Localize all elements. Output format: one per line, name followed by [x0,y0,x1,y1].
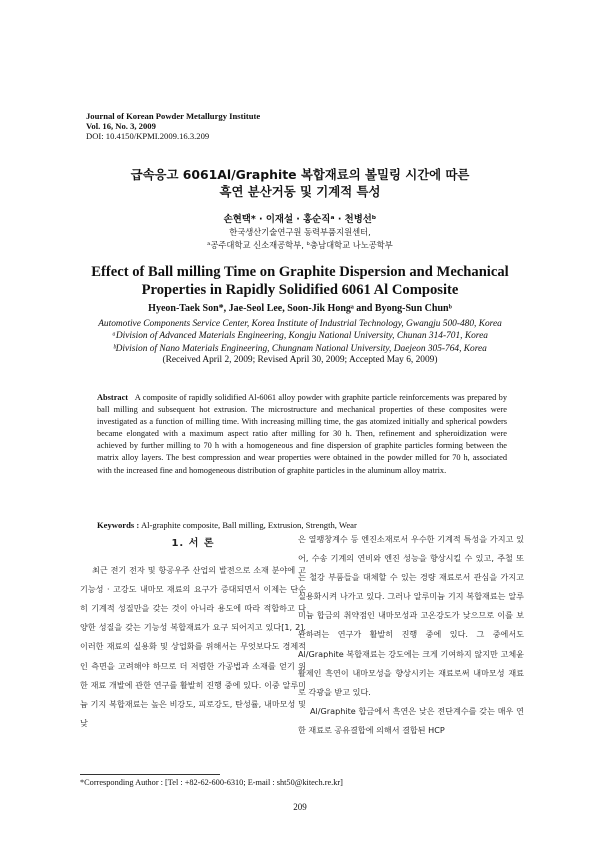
korean-authors: 손현택* · 이재설 · 홍순직ᵃ · 천병선ᵇ [223,214,377,225]
english-affiliation-3: ᵇDivision of Nano Materials Engineering, Chungnam National University, Daejeon 305-764, Korea [113,343,487,354]
english-affiliation-2: ᵃDivision of Advanced Materials Engineering, Kongju National University, Chunan 314-701, Korea [112,331,488,342]
journal-doi: DOI: 10.4150/KPMI.2009.16.3.209 [86,131,210,142]
korean-affiliations [0,226,600,252]
footnote-divider [80,774,220,775]
english-title-line2: Properties in Rapidly Solidified 6061 Al Composite [141,282,459,298]
body-paragraph: 최근 전기 전자 및 항공우주 산업의 발전으로 소재 분야에 고기능성 · 고강도 내마모 재료의 요구가 증대되면서 이제는 단순히 기계적 성질만을 갖는 것이 아니라 용도에 따라 적합하고 다양한 성질을 갖는 기능성 복합재료가 요구 되어지고 있다[1, 2]. 이러한 재료의 실용화 및 상업화를 위해서는 무엇보다도 경제적인 측면을 고려해야 하므로 더 저렴한 가공법과 소재를 얻기 위한 재료 개발에 관한 연구를 활발히 진행 중에 있다. 이중 알루미늄 기지 복합재료는 높은 비강도, 피로강도, 탄성률, 내마모성 및 낮 [80,565,306,728]
korean-affiliation-1: 한국생산기술연구원 동력부품지원센터, [229,227,371,237]
journal-volume: Vol. 16, No. 3, 2009 [86,121,156,132]
journal-header [86,111,260,142]
body-paragraph: 은 열팽창계수 등 엔진소재로서 우수한 기계적 특성을 가지고 있어, 수송 기계의 연비와 엔진 성능을 향상시킬 수 있고, 주철 또는 철강 부품들을 대체할 수 있는 경량 재료로서 관심을 가지고 실용화시켜 나가고 있다. 그러나 알루미늄 기지 복합재료는 알루미늄 합금의 취약점인 내마모성과 고온강도가 낮으므로 이를 보완하려는 연구가 활발히 진행 중에 있다. 그 중에서도 Al/Graphite 복합재료는 강도에는 크게 기여하지 않지만 고체윤활제인 흑연이 내마모성을 향상시키는 재료로써 내마모성 재료로 각광을 받고 있다. [298,534,524,697]
page-number: 209 [293,802,307,812]
corresponding-author-footnote: *Corresponding Author : [Tel : +82-62-600-6310; E-mail : sht50@kitech.re.kr] [80,778,343,787]
keywords-label: Keywords : [97,520,140,530]
received-dates: (Received April 2, 2009; Revised April 30, 2009; Accepted May 6, 2009) [162,355,438,365]
section-heading: 1. 서 론 [171,538,215,549]
korean-title-line2: 흑연 분산거동 및 기계적 특성 [219,184,381,199]
keywords-text: Al-graphite composite, Ball milling, Extrusion, Strength, Wear [140,520,357,530]
body-right-column [298,530,524,740]
english-affiliations [0,318,600,355]
keywords [97,520,357,530]
korean-title [0,166,600,200]
abstract-label: Abstract [97,393,129,402]
korean-title-line1: 급속응고 6061Al/Graphite 복합재료의 볼밀링 시간에 따른 [130,167,470,182]
journal-name: Journal of Korean Powder Metallurgy Institute [86,111,261,121]
abstract [97,392,507,477]
body-paragraph: Al/Graphite 합금에서 흑연은 낮은 전단계수를 갖는 매우 연한 재료로 공유결합에 의해서 결합된 HCP [298,705,524,735]
english-title [0,263,600,299]
english-affiliation-1: Automotive Components Service Center, Korea Institute of Industrial Technology, Gwangju 500-480, Korea [98,319,502,329]
english-authors: Hyeon-Taek Son*, Jae-Seol Lee, Soon-Jik Hongᵃ and Byong-Sun Chunᵇ [148,303,452,314]
body-left-column [80,530,306,733]
korean-affiliation-2: ᵃ공주대학교 신소재공학부, ᵇ충남대학교 나노공학부 [207,240,393,250]
abstract-text: A composite of rapidly solidified Al-6061 alloy powder with graphite particle reinforcements was prepared by ball milling and subsequent hot extrusion. The microstructure and mechanical properties of these composites were investigated as a function of milling time. With increasing milling time, the gas atomized initially and spherical powders became elongated with a maximum aspect ratio after milling for 30 h. Then, refinement and spheroidization were achieved by further milling to 70 h with a homogeneous and fine dispersion of graphite particles forming between the matrix alloy layers. The best compression and wear properties were obtained in the powder milled for 70 h, associated with the increased fine and homogeneous distribution of graphite particles in the aluminum alloy matrix. [97,393,507,475]
english-title-line1: Effect of Ball milling Time on Graphite Dispersion and Mechanical [91,264,509,280]
